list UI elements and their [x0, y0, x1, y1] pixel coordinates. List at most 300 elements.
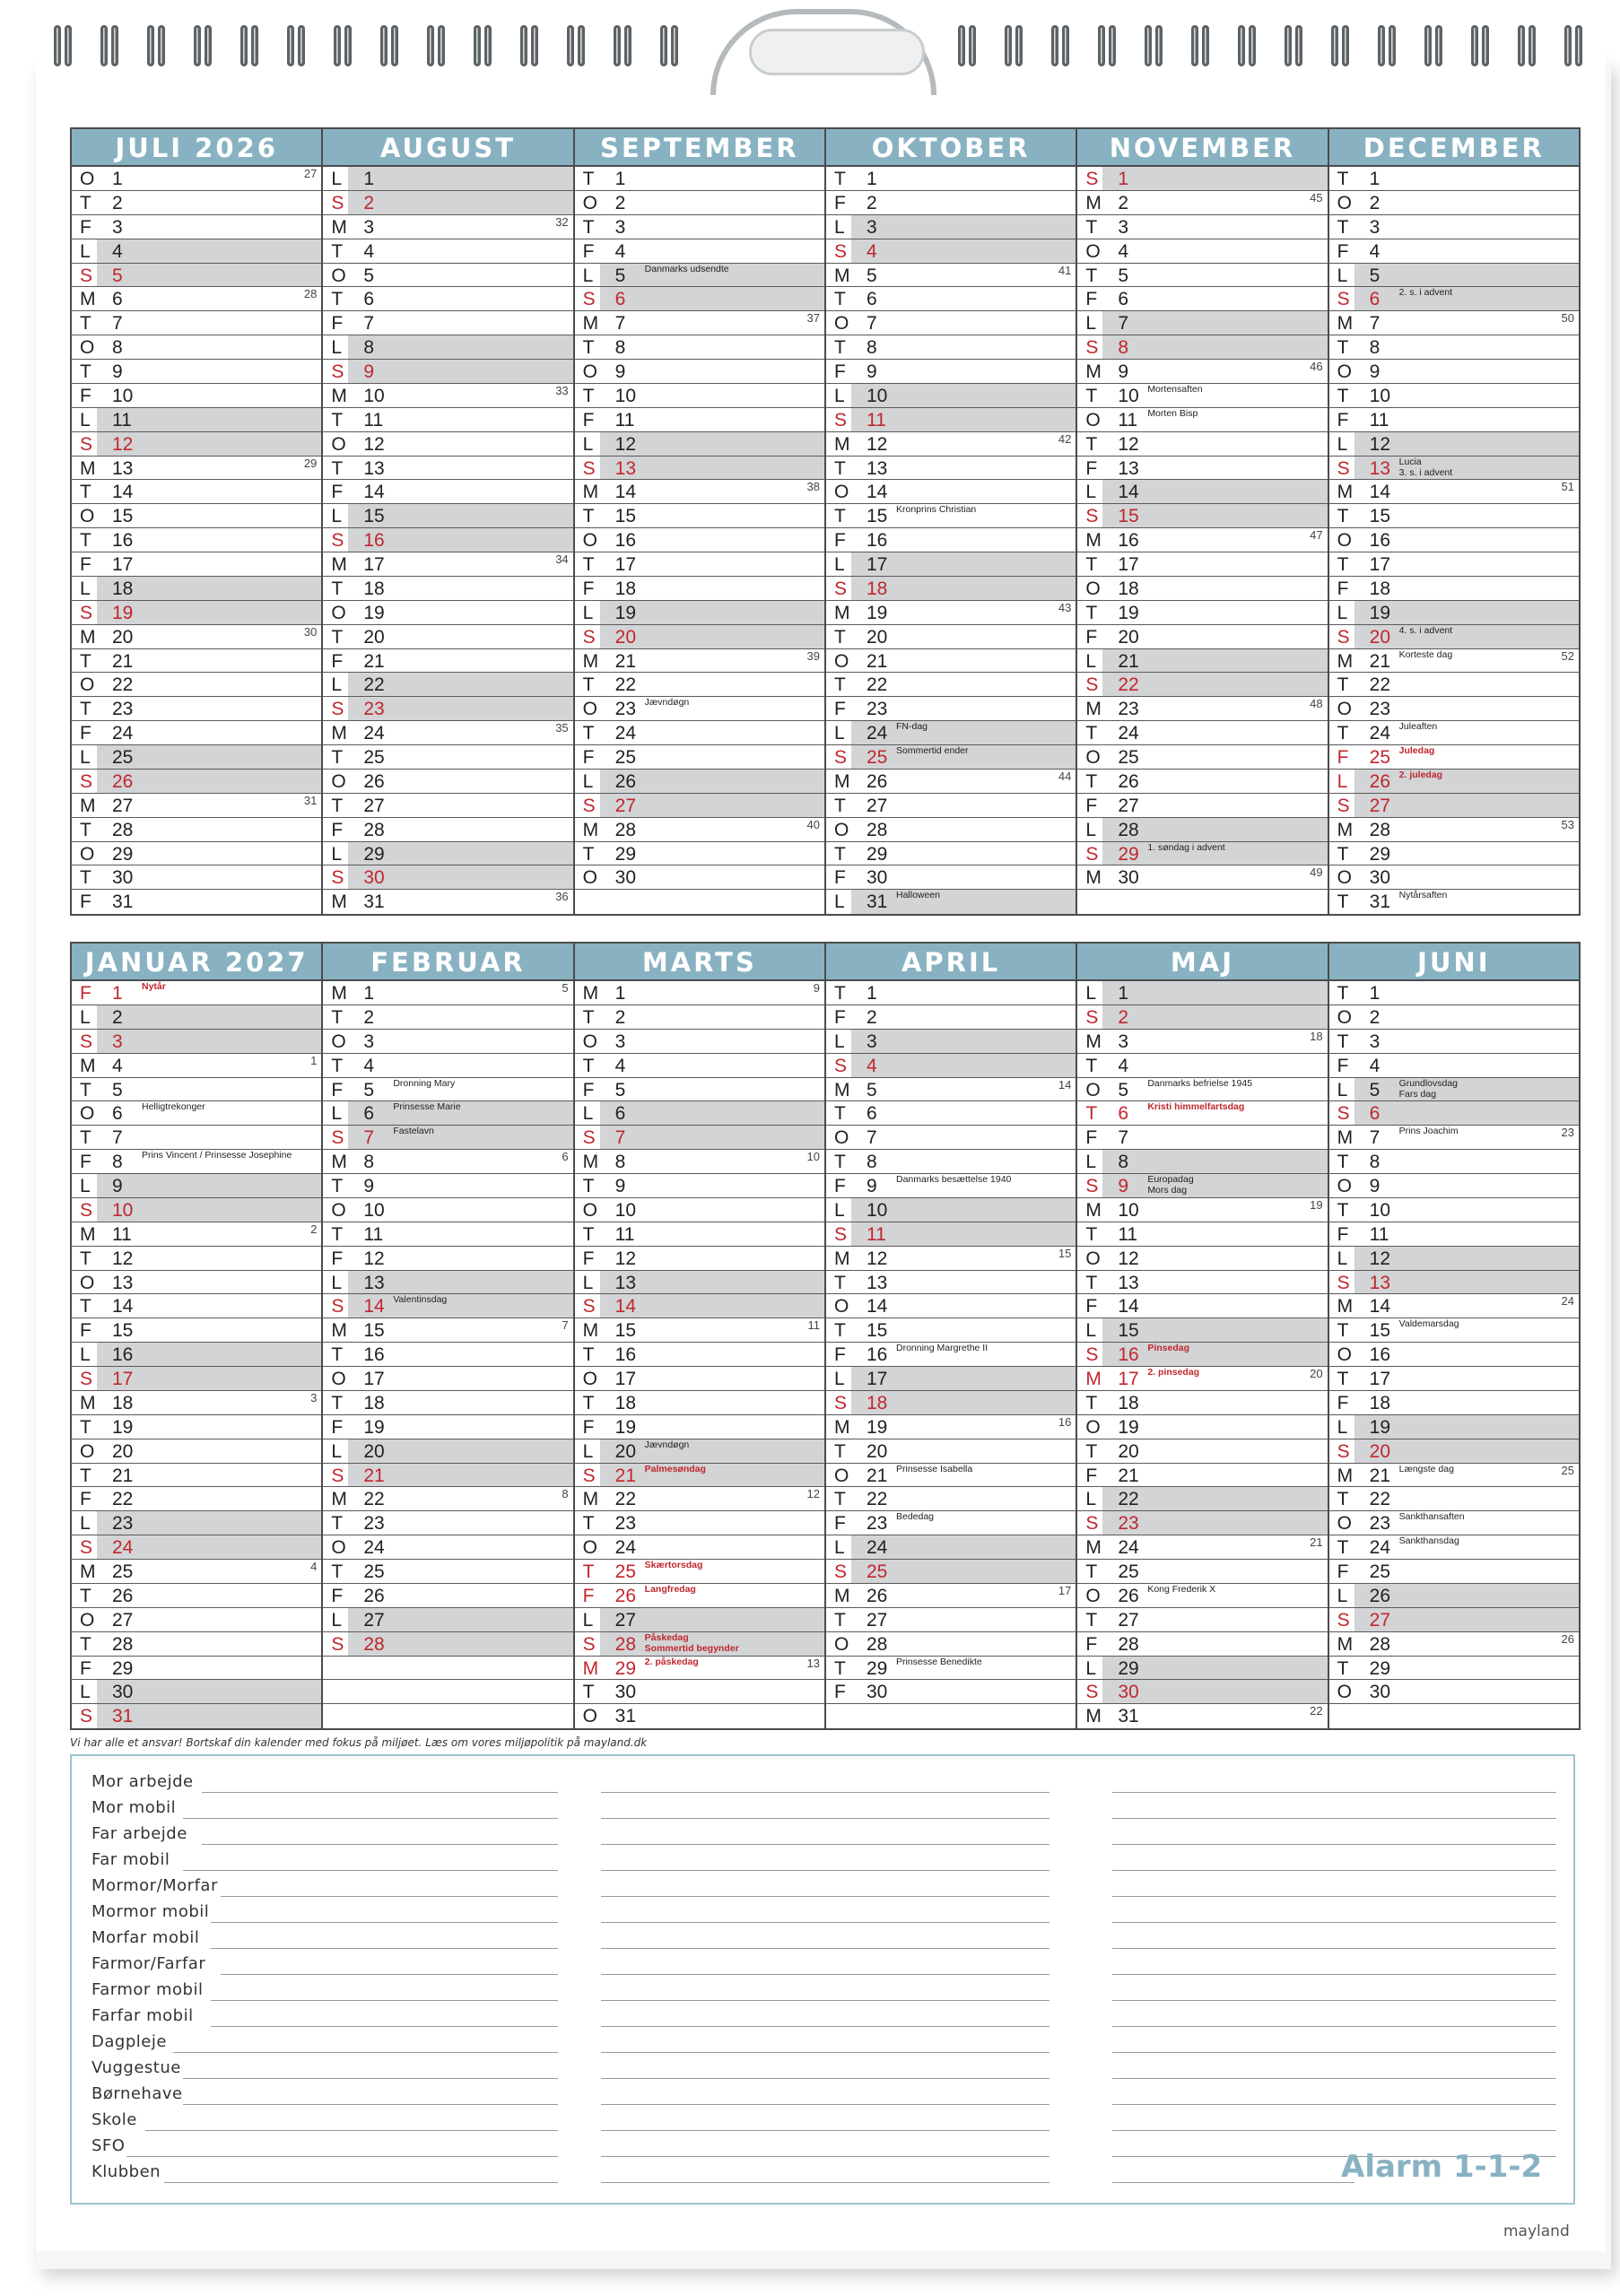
- binding-ring: [240, 25, 258, 66]
- day-row: [1077, 1005, 1327, 1030]
- write-line[interactable]: [1112, 1922, 1556, 1923]
- day-number: 21: [866, 1465, 888, 1486]
- weekday-letter: S: [80, 1031, 93, 1052]
- write-line[interactable]: [211, 1922, 558, 1923]
- contact-label: Mor arbejde: [91, 1772, 194, 1791]
- day-row: [1329, 528, 1579, 552]
- day-row: [72, 601, 321, 625]
- day-event: Nytårsaften: [1398, 890, 1448, 901]
- weekday-letter: F: [331, 313, 344, 335]
- week-number: 10: [806, 1150, 820, 1164]
- day-number: 24: [112, 723, 134, 744]
- day-number: 7: [1369, 1127, 1380, 1149]
- day-row: [1077, 1680, 1327, 1704]
- weekday-letter: O: [1085, 1079, 1101, 1100]
- day-row: [1329, 1487, 1579, 1511]
- weekday-letter: L: [80, 578, 91, 599]
- week-number: 41: [1058, 263, 1072, 277]
- weekday-letter: F: [1085, 457, 1098, 479]
- write-line[interactable]: [211, 1948, 558, 1949]
- write-line[interactable]: [1112, 1896, 1556, 1897]
- week-number: 31: [303, 793, 318, 807]
- week-number: 45: [1310, 190, 1323, 204]
- write-line[interactable]: [1112, 2078, 1556, 2079]
- day-row: [72, 1439, 321, 1464]
- day-row: [1077, 1294, 1327, 1318]
- day-row: [72, 890, 321, 914]
- day-number: 22: [112, 674, 134, 696]
- day-number: 12: [1369, 1248, 1390, 1269]
- day-row: [72, 1271, 321, 1295]
- week-number: 52: [1561, 648, 1574, 663]
- weekday-letter: T: [331, 1344, 344, 1366]
- day-row: [1077, 1560, 1327, 1584]
- contact-label: Børnehave: [91, 2084, 183, 2103]
- day-row: [1077, 601, 1327, 625]
- day-event: Påskedag Sommertid begynder: [644, 1631, 739, 1654]
- weekday-letter: T: [582, 1176, 595, 1196]
- day-number: 1: [1118, 983, 1128, 1004]
- day-row: [1329, 264, 1579, 288]
- weekday-letter: T: [1337, 843, 1349, 865]
- day-number: 30: [112, 867, 134, 889]
- day-number: 9: [1369, 1176, 1380, 1196]
- day-row: [72, 1415, 321, 1439]
- write-line[interactable]: [183, 1818, 559, 1819]
- day-row: [72, 1318, 321, 1343]
- day-number: 22: [1369, 1489, 1390, 1510]
- weekday-letter: F: [1337, 1392, 1349, 1413]
- weekday-letter: M: [582, 650, 599, 672]
- write-line[interactable]: [601, 2130, 1050, 2131]
- day-row: [323, 1560, 572, 1584]
- week-number: 6: [562, 1150, 569, 1164]
- weekday-letter: S: [582, 457, 596, 479]
- contact-label: Dagpleje: [91, 2032, 167, 2051]
- day-number: 21: [1369, 1465, 1390, 1486]
- day-row: [1077, 1198, 1327, 1222]
- day-number: 7: [614, 1127, 626, 1149]
- week-number: 32: [555, 214, 569, 229]
- day-row: [575, 601, 824, 625]
- month-header: MAJ: [1077, 944, 1327, 981]
- day-number: 26: [1369, 770, 1390, 792]
- weekday-letter: O: [833, 1127, 849, 1149]
- day-number: 21: [1369, 650, 1390, 672]
- day-row: [72, 818, 321, 842]
- binding-ring: [1145, 25, 1163, 66]
- day-row: [575, 1680, 824, 1704]
- write-line[interactable]: [601, 1870, 1050, 1871]
- weekday-letter: L: [833, 216, 845, 238]
- day-row: [1077, 239, 1327, 264]
- weekday-letter: O: [331, 1369, 346, 1389]
- day-row: [1077, 215, 1327, 239]
- day-number: 23: [614, 699, 637, 720]
- day-row: [72, 673, 321, 697]
- write-line[interactable]: [1112, 1792, 1556, 1793]
- day-number: 18: [614, 578, 637, 599]
- day-number: 4: [614, 240, 626, 262]
- day-row: [1329, 1415, 1579, 1439]
- day-row: [826, 1464, 1076, 1488]
- day-row: [72, 335, 321, 360]
- day-row: [72, 745, 321, 770]
- day-row: [72, 1054, 321, 1078]
- day-number: 8: [363, 337, 375, 359]
- day-row: [1329, 1511, 1579, 1535]
- day-number: 5: [614, 265, 626, 286]
- day-row: [826, 625, 1076, 649]
- month-header: SEPTEMBER: [575, 129, 824, 167]
- day-number: 26: [363, 770, 385, 792]
- day-number: 24: [1118, 1537, 1139, 1559]
- binding-ring: [427, 25, 445, 66]
- day-row: [1077, 1054, 1327, 1078]
- write-line[interactable]: [601, 1844, 1050, 1845]
- day-number: 13: [112, 1272, 134, 1293]
- day-row: [1077, 264, 1327, 288]
- day-row: [323, 1343, 572, 1367]
- write-line[interactable]: [183, 2078, 559, 2079]
- weekday-letter: M: [1085, 1537, 1102, 1559]
- day-number: 11: [363, 1223, 384, 1245]
- weekday-letter: T: [331, 1392, 344, 1413]
- day-number: 12: [866, 433, 888, 455]
- day-number: 2: [614, 192, 626, 213]
- binding-ring: [1005, 25, 1023, 66]
- weekday-letter: L: [582, 1440, 594, 1462]
- write-line[interactable]: [1112, 1870, 1556, 1871]
- weekday-letter: F: [1337, 1055, 1349, 1076]
- day-number: 20: [866, 626, 888, 648]
- day-row: [826, 1584, 1076, 1608]
- weekday-letter: T: [1085, 602, 1098, 623]
- day-event: Kristi himmelfartsdag: [1147, 1101, 1245, 1113]
- weekday-letter: L: [1085, 819, 1096, 840]
- month-column: [824, 129, 1076, 914]
- day-number: 23: [1118, 1513, 1139, 1535]
- day-row: [323, 239, 572, 264]
- binding-ring: [100, 25, 118, 66]
- weekday-letter: M: [833, 602, 850, 623]
- weekday-letter: S: [80, 1369, 93, 1389]
- write-line[interactable]: [173, 2052, 558, 2053]
- month-column: [573, 129, 824, 914]
- day-number: 3: [112, 1031, 123, 1052]
- day-row: [1077, 1150, 1327, 1174]
- day-number: 19: [866, 602, 888, 623]
- day-row: [826, 1222, 1076, 1247]
- weekday-letter: T: [582, 1682, 595, 1703]
- weekday-letter: F: [1085, 289, 1098, 310]
- binding-ring: [1518, 25, 1536, 66]
- day-number: 25: [1118, 1561, 1139, 1582]
- day-row: [1329, 191, 1579, 215]
- day-number: 9: [866, 1176, 877, 1196]
- day-event: Valdemarsdag: [1398, 1318, 1459, 1330]
- day-number: 22: [1369, 674, 1390, 696]
- write-line[interactable]: [1112, 2026, 1556, 2027]
- write-line[interactable]: [211, 2026, 558, 2027]
- write-line[interactable]: [601, 2078, 1050, 2079]
- day-number: 23: [866, 699, 888, 720]
- day-number: 14: [363, 1296, 385, 1318]
- day-row: [1329, 601, 1579, 625]
- write-line[interactable]: [1112, 2052, 1556, 2053]
- day-number: 26: [363, 1585, 385, 1606]
- day-row: [323, 167, 572, 191]
- weekday-letter: T: [80, 313, 91, 335]
- weekday-letter: F: [80, 1320, 91, 1342]
- day-event: Prins Vincent / Prinsesse Josephine: [142, 1150, 292, 1161]
- day-number: 27: [1118, 795, 1139, 816]
- write-line[interactable]: [1112, 1948, 1556, 1949]
- weekday-letter: T: [582, 1392, 595, 1413]
- write-line[interactable]: [221, 1974, 559, 1975]
- day-row: [72, 1608, 321, 1632]
- day-row: [1077, 480, 1327, 504]
- day-row: [72, 625, 321, 649]
- day-row: [323, 1632, 572, 1657]
- day-row: [1077, 1464, 1327, 1488]
- week-number: 16: [1058, 1414, 1072, 1429]
- day-event: Kronprins Christian: [895, 504, 977, 516]
- day-number: 10: [614, 385, 637, 406]
- write-line[interactable]: [1112, 2130, 1556, 2131]
- day-number: 1: [1369, 169, 1380, 189]
- weekday-letter: T: [1085, 1561, 1098, 1582]
- day-row: [323, 697, 572, 721]
- day-number: 20: [363, 626, 385, 648]
- weekday-letter: M: [582, 1152, 599, 1173]
- weekday-letter: M: [331, 385, 347, 406]
- write-line[interactable]: [601, 1948, 1050, 1949]
- weekday-letter: S: [331, 361, 344, 382]
- weekday-letter: S: [582, 1633, 596, 1655]
- write-line[interactable]: [601, 2000, 1050, 2001]
- day-row: [826, 504, 1076, 528]
- write-line[interactable]: [601, 1974, 1050, 1975]
- day-number: 26: [866, 770, 888, 792]
- weekday-letter: T: [833, 506, 846, 527]
- day-row: [826, 167, 1076, 191]
- write-line[interactable]: [1112, 1974, 1556, 1975]
- weekday-letter: O: [582, 699, 597, 720]
- day-row: [826, 432, 1076, 457]
- weekday-letter: O: [582, 1369, 597, 1389]
- day-row: [826, 1608, 1076, 1632]
- write-line[interactable]: [183, 2104, 559, 2105]
- day-row: [323, 673, 572, 697]
- day-row: [323, 1005, 572, 1030]
- day-row: [323, 457, 572, 481]
- write-line[interactable]: [601, 2052, 1050, 2053]
- weekday-letter: F: [582, 1079, 595, 1100]
- write-line[interactable]: [202, 1792, 559, 1793]
- write-line[interactable]: [601, 1818, 1050, 1819]
- write-line[interactable]: [601, 1792, 1050, 1793]
- write-line[interactable]: [1112, 2182, 1354, 2183]
- day-number: 25: [1369, 747, 1390, 768]
- day-number: 8: [112, 1152, 123, 1173]
- weekday-letter: L: [582, 1103, 594, 1125]
- weekday-letter: M: [80, 626, 96, 648]
- day-number: 28: [614, 1633, 637, 1655]
- weekday-letter: L: [331, 1103, 343, 1125]
- write-line[interactable]: [1112, 2104, 1556, 2105]
- day-row: [72, 1247, 321, 1271]
- write-line[interactable]: [126, 2156, 559, 2157]
- day-row: [72, 264, 321, 288]
- day-row: [575, 1464, 824, 1488]
- day-number: 3: [1118, 216, 1128, 238]
- day-row: [826, 1271, 1076, 1295]
- day-number: 17: [614, 1369, 637, 1389]
- weekday-letter: L: [80, 1513, 91, 1535]
- write-line[interactable]: [601, 2156, 1050, 2157]
- day-row: [826, 601, 1076, 625]
- day-number: 2: [1369, 1006, 1380, 1028]
- write-line[interactable]: [601, 1922, 1050, 1923]
- day-number: 16: [363, 1344, 385, 1366]
- write-line[interactable]: [601, 2104, 1050, 2105]
- day-row: [575, 770, 824, 794]
- contact-label: Morfar mobil: [91, 1928, 200, 1947]
- weekday-letter: T: [80, 530, 91, 552]
- month-column: [1328, 944, 1579, 1728]
- day-number: 15: [866, 506, 888, 527]
- day-row: [575, 1560, 824, 1584]
- day-number: 11: [1369, 409, 1389, 430]
- binding-ring: [287, 25, 305, 66]
- day-row: [72, 1005, 321, 1030]
- week-number: 35: [555, 721, 569, 735]
- day-row: [1077, 528, 1327, 552]
- write-line[interactable]: [1112, 1844, 1556, 1845]
- day-number: 17: [866, 1369, 888, 1389]
- day-number: 15: [363, 506, 385, 527]
- day-number: 30: [363, 867, 385, 889]
- day-row: [1329, 1054, 1579, 1078]
- day-number: 22: [1118, 674, 1139, 696]
- weekday-letter: L: [833, 891, 845, 913]
- write-line[interactable]: [211, 2000, 558, 2001]
- day-row: [1077, 335, 1327, 360]
- day-row: [826, 1535, 1076, 1560]
- day-number: 23: [363, 699, 385, 720]
- week-number: 26: [1561, 1631, 1574, 1646]
- day-row: [1077, 1174, 1327, 1198]
- day-number: 8: [363, 1152, 375, 1173]
- day-row: [1329, 818, 1579, 842]
- weekday-letter: S: [1085, 506, 1099, 527]
- day-row: [1329, 697, 1579, 721]
- day-row: [1329, 1318, 1579, 1343]
- day-event: 1. søndag i advent: [1147, 841, 1225, 853]
- day-row: [826, 1680, 1076, 1704]
- day-row: [575, 264, 824, 288]
- day-number: 29: [363, 843, 385, 865]
- write-line[interactable]: [601, 2026, 1050, 2027]
- weekday-letter: O: [1337, 361, 1352, 382]
- write-line[interactable]: [601, 2182, 1050, 2183]
- day-number: 7: [1369, 313, 1380, 335]
- weekday-letter: T: [331, 457, 344, 479]
- day-number: 15: [1118, 1320, 1139, 1342]
- day-number: 27: [363, 795, 385, 816]
- day-row: [72, 649, 321, 674]
- day-number: 8: [1369, 1152, 1380, 1173]
- contact-label: Farmor mobil: [91, 1980, 204, 1999]
- write-line[interactable]: [601, 1896, 1050, 1897]
- weekday-letter: T: [1337, 216, 1349, 238]
- week-number: 7: [562, 1318, 569, 1333]
- day-number: 23: [1369, 1513, 1390, 1535]
- weekday-letter: T: [833, 1320, 846, 1342]
- day-number: 18: [1369, 578, 1390, 599]
- weekday-letter: F: [331, 1248, 344, 1269]
- day-number: 16: [614, 530, 637, 552]
- day-row: [826, 1439, 1076, 1464]
- contact-label: Mor mobil: [91, 1798, 177, 1817]
- day-row: [826, 673, 1076, 697]
- weekday-letter: L: [582, 1609, 594, 1631]
- day-number: 27: [866, 1609, 888, 1631]
- day-row: [72, 432, 321, 457]
- day-row: [826, 1005, 1076, 1030]
- weekday-letter: L: [331, 506, 343, 527]
- binding-ring: [474, 25, 492, 66]
- day-event: Prinsesse Benedikte: [895, 1656, 982, 1667]
- write-line[interactable]: [1112, 2000, 1556, 2001]
- day-number: 17: [1118, 1369, 1139, 1389]
- day-row: [1329, 1005, 1579, 1030]
- write-line[interactable]: [183, 1870, 559, 1871]
- weekday-letter: O: [582, 192, 597, 213]
- day-number: 3: [866, 216, 877, 238]
- day-number: 8: [866, 337, 877, 359]
- weekday-letter: L: [833, 385, 845, 406]
- day-number: 20: [112, 1440, 134, 1462]
- day-number: 14: [1118, 1296, 1139, 1318]
- day-number: 14: [363, 482, 385, 503]
- week-number: 44: [1058, 769, 1072, 783]
- alarm-number: Alarm 1-1-2: [1341, 2149, 1543, 2185]
- weekday-letter: F: [331, 819, 344, 840]
- write-line[interactable]: [145, 2130, 559, 2131]
- day-number: 25: [866, 1561, 888, 1582]
- day-number: 11: [363, 409, 384, 430]
- day-number: 29: [112, 1657, 134, 1679]
- day-number: 22: [614, 674, 637, 696]
- day-number: 16: [112, 1344, 134, 1366]
- weekday-letter: O: [80, 1103, 95, 1125]
- day-row: [1077, 1535, 1327, 1560]
- weekday-letter: S: [582, 1296, 596, 1318]
- write-line[interactable]: [202, 1844, 559, 1845]
- write-line[interactable]: [164, 2182, 559, 2183]
- day-row: [1077, 625, 1327, 649]
- weekday-letter: F: [833, 1513, 846, 1535]
- week-number: 17: [1058, 1583, 1072, 1597]
- write-line[interactable]: [221, 1896, 559, 1897]
- month-column: [72, 944, 321, 1728]
- weekday-letter: T: [833, 674, 846, 696]
- write-line[interactable]: [1112, 1818, 1556, 1819]
- weekday-letter: M: [1085, 1706, 1102, 1727]
- day-row: [323, 1704, 572, 1728]
